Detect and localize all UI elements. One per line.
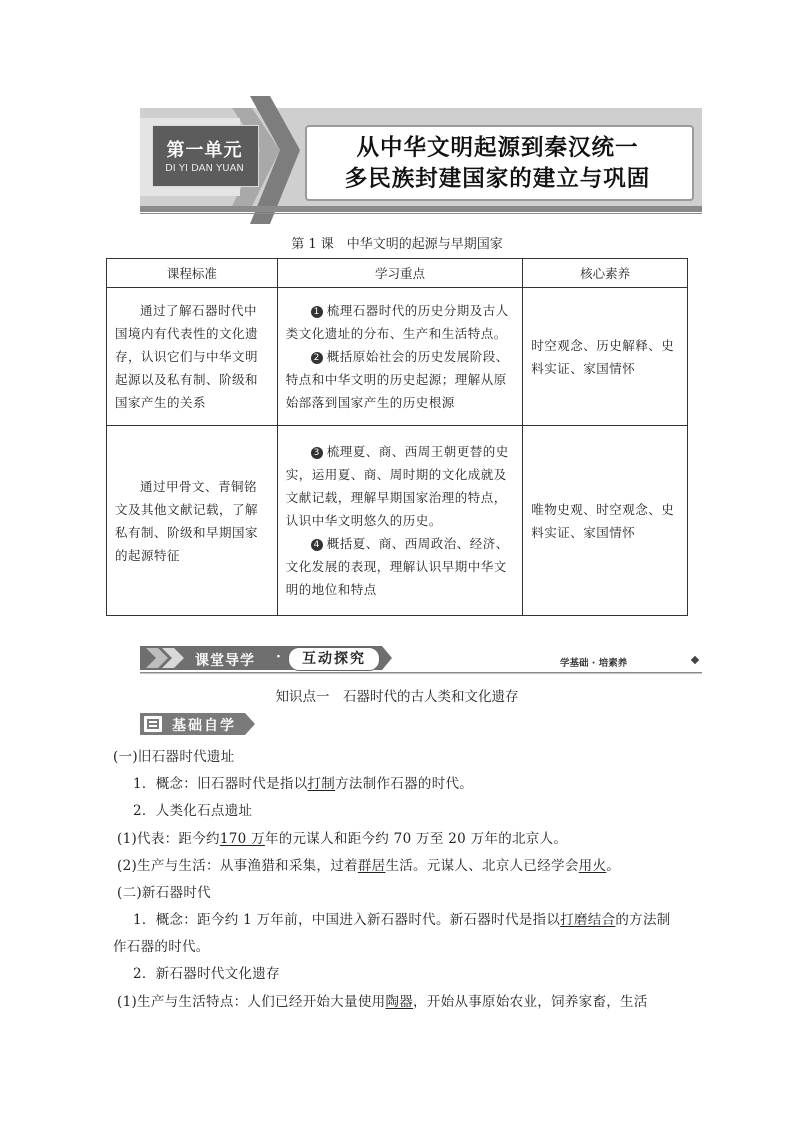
- lesson-title: 第 1 课 中华文明的起源与早期国家: [291, 237, 503, 252]
- number-badge: 4: [311, 539, 323, 551]
- section-separator: ·: [276, 649, 281, 665]
- focus-item: 4 概括夏、商、西周政治、经济、文化发展的表现，理解认识早期中华文明的地位和特点: [285, 536, 509, 597]
- number-badge: 2: [311, 352, 323, 364]
- heading-fossil-sites: 2．人类化石点遗址: [133, 803, 253, 819]
- unit-label: 第一单元: [166, 140, 243, 161]
- answer-blank: 170 万: [219, 831, 265, 847]
- focus-cell: [277, 426, 523, 616]
- number-badge: 3: [311, 447, 323, 459]
- curriculum-table: [106, 258, 688, 616]
- literacy-cell: [523, 288, 688, 426]
- unit-title-line-2: 多民族封建国家的建立与巩固: [344, 166, 651, 192]
- focus-item: 2 概括原始社会的历史发展阶段、特点和中华文明的历史起源；理解从原始部落到国家产生的历史根源: [285, 349, 509, 410]
- answer-blank: 陶器: [385, 994, 414, 1010]
- banner-rule-thin: [140, 213, 702, 214]
- table-row: [107, 288, 688, 426]
- heading-neolithic: (二)新石器时代: [117, 885, 211, 901]
- section-label-guide: 课堂导学: [195, 653, 255, 669]
- table-row: [107, 426, 688, 616]
- section-label-explore: 互动探究: [288, 647, 380, 671]
- literacy-text: 唯物史观、时空观念、史料实证、家国情怀: [531, 501, 675, 540]
- paragraph-neolithic-life: (1)生产与生活特点：人们已经开始大量使用陶器，开始从事原始农业，饲养家畜，生活: [117, 994, 648, 1010]
- heading-paleolithic: (一)旧石器时代遗址: [113, 749, 235, 765]
- paragraph-neolithic-concept: 1．概念：距今约 1 万年前，中国进入新石器时代。新石器时代是指以打磨结合的方法制: [133, 912, 671, 928]
- number-badge: 1: [311, 306, 323, 318]
- standard-cell: [107, 288, 278, 426]
- standard-text: 通过了解石器时代中国境内有代表性的文化遗存，认识它们与中华文明起源以及私有制、阶级和国家产生的关系: [115, 303, 259, 410]
- header-focus: 学习重点: [277, 259, 523, 288]
- unit-title-line-1: 从中华文明起源到秦汉统一: [356, 135, 639, 161]
- unit-pinyin: DI YI DAN YUAN: [165, 163, 244, 174]
- answer-blank: 打磨结合: [560, 912, 616, 928]
- paragraph-production-life: (2)生产与生活：从事渔猎和采集，过着群居生活。元谋人、北京人已经学会用火。: [117, 858, 621, 874]
- section-subtitle: 学基础 · 培素养: [560, 658, 628, 669]
- literacy-text: 时空观念、历史解释、史料实证、家国情怀: [531, 337, 675, 376]
- focus-cell: [277, 288, 523, 426]
- paragraph-paleolithic-concept: 1．概念：旧石器时代是指以打制方法制作石器的时代。: [133, 776, 474, 792]
- header-literacy: 核心素养: [523, 259, 688, 288]
- answer-blank: 打制: [307, 776, 336, 792]
- heading-neolithic-remains: 2．新石器时代文化遗存: [133, 966, 280, 982]
- focus-item: 3 梳理夏、商、西周王朝更替的史实，运用夏、商、周时期的文化成就及文献记载，理解早期国家治理的特点，认识中华文明悠久的历史。: [285, 444, 509, 528]
- paragraph-neolithic-concept-cont: 作石器的时代。: [113, 939, 210, 955]
- answer-blank: 用火: [578, 858, 607, 874]
- header-standard: 课程标准: [107, 259, 278, 288]
- standard-text: 通过甲骨文、青铜铭文及其他文献记载，了解私有制、阶级和早期国家的起源特征: [115, 478, 259, 563]
- paragraph-representatives: (1)代表：距今约170 万年的元谋人和距今约 70 万至 20 万年的北京人。: [117, 831, 568, 847]
- knowledge-point-title: 知识点一 石器时代的古人类和文化遗存: [275, 689, 519, 705]
- basic-study-label: 基础自学: [172, 718, 236, 734]
- answer-blank: 群居: [357, 858, 386, 874]
- banner-rule: [140, 206, 702, 212]
- literacy-cell: [523, 426, 688, 616]
- standard-cell: [107, 426, 278, 616]
- table-header-row: [107, 259, 688, 288]
- focus-item: 1 梳理石器时代的历史分期及古人类文化遗址的分布、生产和生活特点。: [285, 303, 509, 341]
